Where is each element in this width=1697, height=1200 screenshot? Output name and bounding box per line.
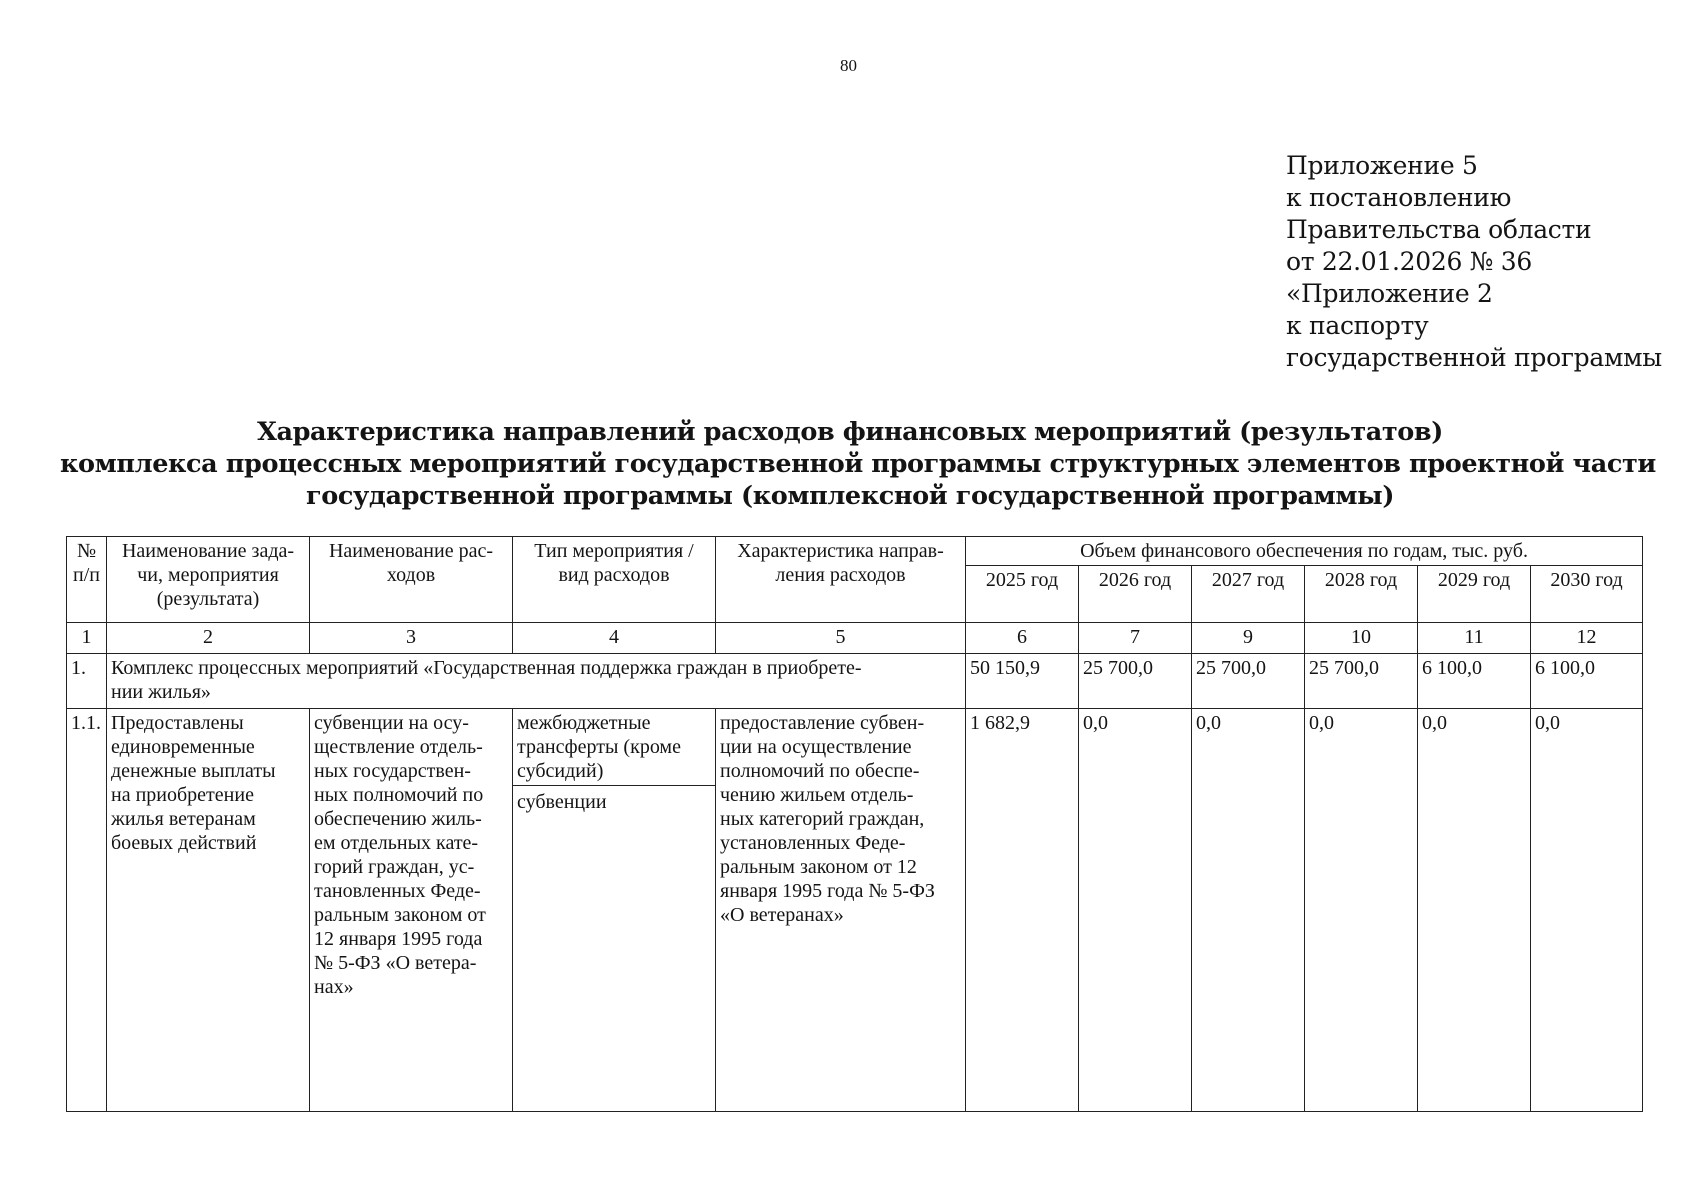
cell-line: 12 января 1995 года [314,928,483,950]
header-line: чи, мероприятия [137,564,279,586]
header-line: (результата) [156,588,260,610]
funding-value: 25 700,0 [1305,654,1418,709]
column-number: 1 [67,623,107,654]
cell-line: тановленных Феде- [314,880,481,902]
header-characteristic [716,537,966,623]
cell-line: ральным законом от 12 [720,856,917,878]
expenses-table [66,536,1643,1112]
cell-line: денежные выплаты [111,760,276,782]
funding-value: 0,0 [1079,709,1192,1112]
appendix-line: от 22.01.2026 № 36 [1286,247,1532,276]
column-number: 9 [1192,623,1305,654]
cell-line: ральным законом от [314,904,486,926]
header-year: 2027 год [1192,566,1305,623]
cell-line: единовременные [111,736,255,758]
header-funding-group: Объем финансового обеспечения по годам, тыс. руб. [966,537,1643,566]
funding-value: 0,0 [1192,709,1305,1112]
cell-line: ных полномочий по [314,784,484,806]
cell-line: полномочий по обеспе- [720,760,920,782]
title-line: Характеристика направлений расходов финансовых мероприятий (результатов) [257,417,1443,447]
cell-line: субвенции на осу- [314,712,469,734]
cell-line: трансферты (кроме [517,736,681,758]
cell-line: жилья ветеранам [111,808,256,830]
complex-name [107,654,966,709]
cell-line: ции на осуществление [720,736,912,758]
cell-line: ем отдельных кате- [314,832,479,854]
cell-line: обеспечению жиль- [314,808,482,830]
title-line: государственной программы (комплексной государственной программы) [305,481,1394,511]
header-year: 2028 год [1305,566,1418,623]
funding-value: 25 700,0 [1079,654,1192,709]
funding-value: 0,0 [1531,709,1643,1112]
column-number: 6 [966,623,1079,654]
cell-line: ществление отдель- [314,736,483,758]
appendix-block [1286,150,1662,374]
row-number: 1. [67,654,107,709]
funding-value: 50 150,9 [966,654,1079,709]
cell-line: № 5-ФЗ «О ветера- [314,952,477,974]
header-year: 2029 год [1418,566,1531,623]
header-line: ходов [386,564,436,586]
header-line: вид расходов [558,564,670,586]
column-number: 12 [1531,623,1643,654]
cell-line: на приобретение [111,784,254,806]
expense-name [310,709,513,1112]
activity-type-lower: субвенции [517,791,607,813]
appendix-line: государственной программы [1286,343,1662,372]
cell-line: межбюджетные [517,712,651,734]
header-line: Характеристика направ- [737,540,944,562]
header-line: Наименование рас- [328,540,493,562]
column-number: 11 [1418,623,1531,654]
funding-value: 25 700,0 [1192,654,1305,709]
header-task [107,537,310,623]
column-number: 7 [1079,623,1192,654]
column-number: 4 [513,623,716,654]
document-title [60,416,1656,512]
column-number: 3 [310,623,513,654]
table-row [67,654,1643,709]
title-line: комплекса процессных мероприятий государственной программы структурных элементов проектной части [60,449,1656,479]
cell-line: субсидий) [517,760,604,782]
table-row [67,709,1643,1112]
cell-line: Предоставлены [111,712,244,734]
appendix-line: «Приложение 2 [1286,279,1493,308]
row-number: 1.1. [67,709,107,1112]
cell-line: января 1995 года № 5-ФЗ [720,880,935,902]
funding-value: 6 100,0 [1418,654,1531,709]
cell-line: боевых действий [111,832,257,854]
header-year: 2030 год [1531,566,1643,623]
cell-line: ных категорий граждан, [720,808,925,830]
column-numbers-row [67,623,1643,654]
cell-line: горий граждан, ус- [314,856,475,878]
funding-value: 0,0 [1305,709,1418,1112]
expense-characteristic [716,709,966,1112]
cell-line: предоставление субвен- [720,712,925,734]
header-year: 2025 год [966,566,1079,623]
header-year: 2026 год [1079,566,1192,623]
column-number: 10 [1305,623,1418,654]
column-number: 5 [716,623,966,654]
header-no: № п/п [67,537,107,623]
funding-value: 0,0 [1418,709,1531,1112]
funding-value: 6 100,0 [1531,654,1643,709]
cell-line: установленных Феде- [720,832,906,854]
header-line: Наименование зада- [121,540,295,562]
cell-line: «О ветеранах» [720,904,844,926]
activity-type [513,709,716,1112]
activity-type-upper [513,711,715,786]
task-name [107,709,310,1112]
header-line: Тип мероприятия / [534,540,694,562]
cell-line: нах» [314,976,354,998]
page-number: 80 [840,56,857,75]
column-number: 2 [107,623,310,654]
appendix-line: к постановлению [1286,183,1512,212]
cell-line: Комплекс процессных мероприятий «Государственная поддержка граждан в приобрете- [111,657,862,679]
cell-line: нии жилья» [111,681,211,703]
header-expense [310,537,513,623]
header-row [67,537,1643,566]
cell-line: ных государствен- [314,760,471,782]
funding-value: 1 682,9 [966,709,1079,1112]
cell-line: чению жильем отдель- [720,784,914,806]
appendix-line: к паспорту [1286,311,1429,340]
header-line: ления расходов [775,564,906,586]
header-type [513,537,716,623]
appendix-line: Приложение 5 [1286,151,1478,180]
appendix-line: Правительства области [1286,215,1592,244]
